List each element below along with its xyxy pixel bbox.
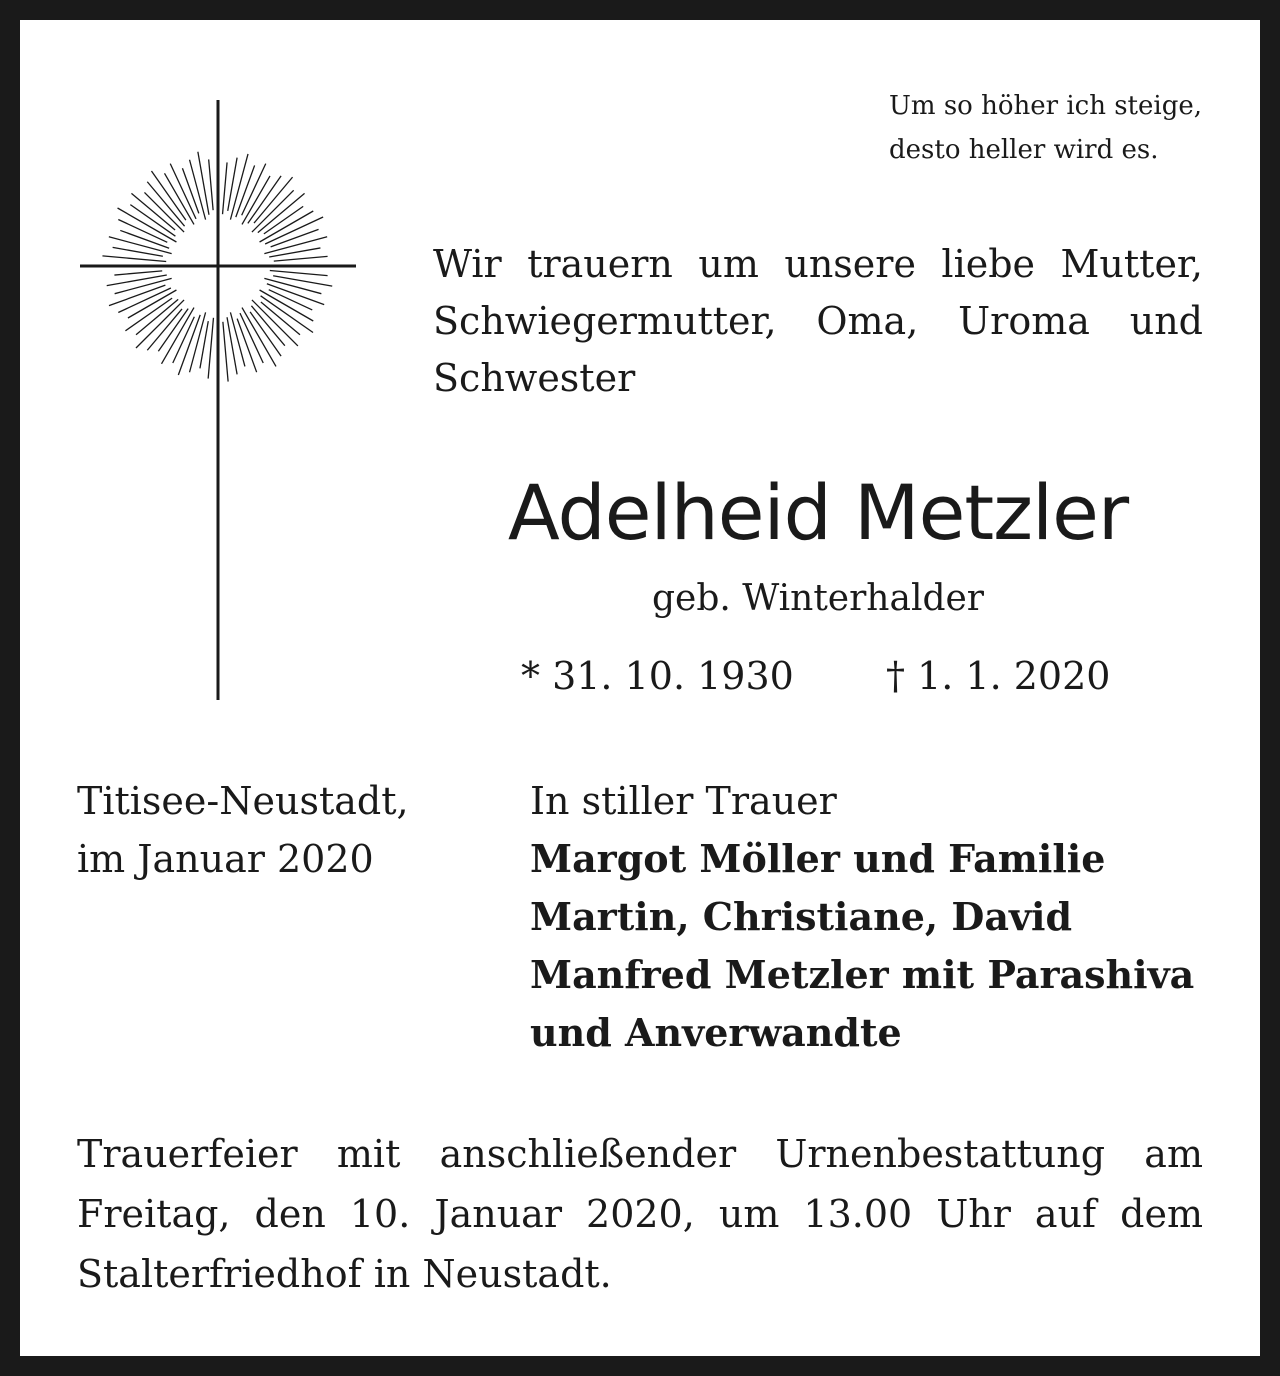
radiant-cross-icon (80, 100, 358, 702)
sun-ray (102, 256, 166, 262)
ceremony-notice (77, 1124, 1203, 1304)
motto-quote (889, 84, 1202, 172)
sun-ray (107, 275, 167, 286)
sun-ray (223, 162, 228, 214)
place-line-1: Titisee-Neustadt, (77, 779, 409, 823)
sun-ray (131, 193, 175, 230)
place-line-2: im Januar 2020 (77, 837, 374, 881)
sun-ray (114, 271, 162, 275)
sun-ray (118, 208, 177, 242)
sun-ray (273, 276, 332, 286)
sun-ray (252, 300, 298, 346)
mourner-line: Margot Möller und Familie (530, 836, 1106, 881)
sun-ray (242, 308, 276, 367)
sun-ray (208, 318, 213, 379)
sun-ray (136, 299, 178, 334)
sun-ray (254, 177, 293, 223)
sun-ray (274, 256, 328, 261)
sun-ray (223, 322, 228, 382)
mourners-block (530, 772, 1194, 1062)
sun-ray (269, 248, 320, 257)
sun-ray (209, 159, 213, 210)
ceremony-line-3: Stalterfriedhof in Neustadt. (77, 1252, 612, 1296)
mourner-line: Manfred Metzler mit Parashiva (530, 952, 1195, 997)
mourner-line: Martin, Christiane, David (530, 894, 1073, 939)
birth-name: geb. Winterhalder (651, 578, 985, 619)
sun-ray (158, 309, 188, 352)
sun-ray (147, 182, 184, 226)
ceremony-line-1: Trauerfeier mit anschließender Urnenbestattung am (77, 1132, 1203, 1176)
sun-ray (261, 302, 300, 335)
intro-text: Wir trauern um unsere liebe Mutter, Schwiegermutter, Oma, Uroma und Schwester (433, 242, 1203, 400)
sun-ray (248, 176, 281, 224)
motto-line-1: Um so höher ich steige, (889, 91, 1202, 121)
sun-ray (147, 309, 182, 350)
place-and-date (77, 772, 409, 888)
mourner-line: und Anverwandte (530, 1010, 902, 1055)
sun-ray (228, 158, 237, 211)
sun-ray (144, 192, 184, 232)
sun-ray (230, 154, 248, 220)
ceremony-line-2: Freitag, den 10. Januar 2020, um 13.00 Uhr auf dem (77, 1192, 1203, 1236)
sun-ray (270, 271, 328, 276)
sun-ray (130, 205, 175, 237)
birth-date: * 31. 10. 1930 (521, 654, 794, 698)
sun-ray (162, 308, 195, 364)
sun-ray (151, 171, 185, 220)
mourner-names (530, 830, 1194, 1062)
sun-ray (198, 152, 209, 215)
cross-graphic (80, 100, 358, 702)
deceased-name: Adelheid Metzler (507, 468, 1129, 557)
sun-ray (125, 298, 172, 331)
motto-line-2: desto heller wird es. (889, 135, 1159, 165)
mourners-lead: In stiller Trauer (530, 779, 837, 823)
death-date: † 1. 1. 2020 (886, 654, 1111, 698)
sun-ray (251, 306, 284, 346)
sun-ray (227, 317, 237, 374)
